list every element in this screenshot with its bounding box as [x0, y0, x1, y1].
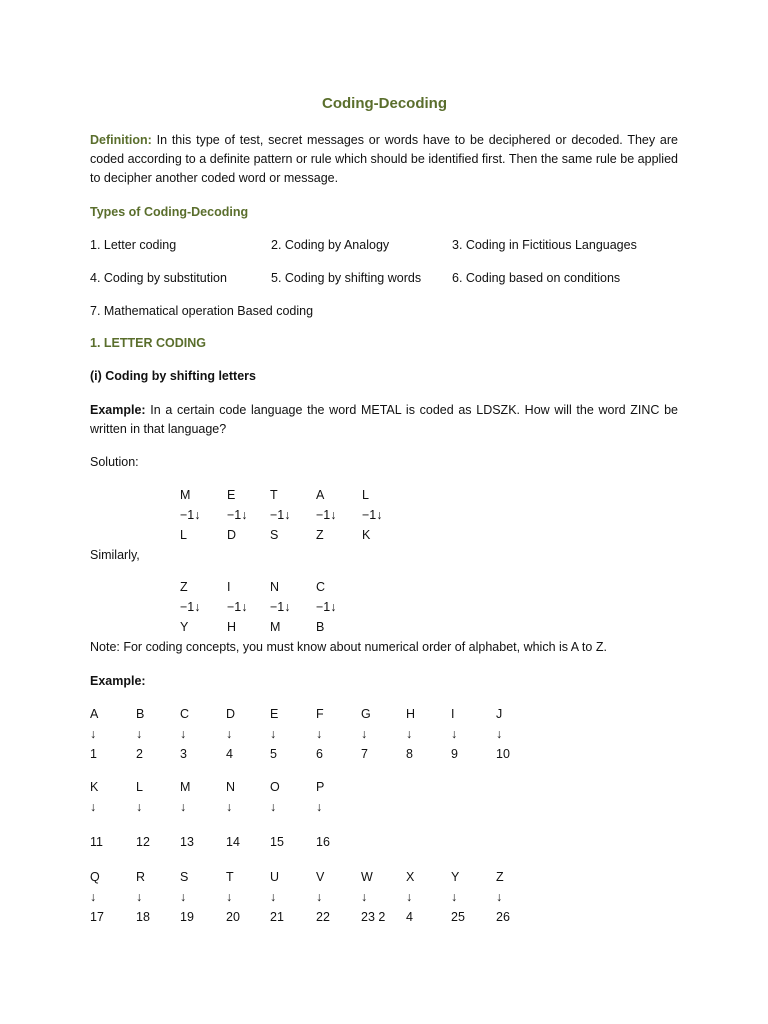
coded-letter: K	[362, 528, 371, 542]
type-item: 3. Coding in Fictitious Languages	[452, 238, 637, 252]
section-heading: 1. LETTER CODING	[90, 336, 206, 350]
down-arrow-icon: ↓	[270, 890, 277, 904]
alphabet-number: 6	[316, 747, 323, 761]
down-arrow-icon: ↓	[180, 727, 187, 741]
alphabet-letter: V	[316, 870, 325, 884]
alphabet-number: 21	[270, 910, 284, 924]
down-arrow-icon: ↓	[226, 727, 233, 741]
similarly-label: Similarly,	[90, 548, 140, 562]
alphabet-letter: T	[226, 870, 234, 884]
alphabet-number: 26	[496, 910, 510, 924]
alphabet-number: 11	[90, 835, 103, 849]
alphabet-number: 15	[270, 835, 284, 849]
alphabet-number: 22	[316, 910, 330, 924]
example-text: In a certain code language the word METAL is coded as LDSZK. How will the word ZINC be written in that language?	[90, 403, 678, 436]
shift-label: −1↓	[316, 508, 337, 522]
shift-label: −1↓	[316, 600, 337, 614]
type-item: 1. Letter coding	[90, 238, 177, 252]
plain-letter: M	[180, 488, 191, 502]
alphabet-number: 14	[226, 835, 240, 849]
down-arrow-icon: ↓	[136, 800, 143, 814]
down-arrow-icon: ↓	[226, 890, 233, 904]
page-title: Coding-Decoding	[322, 95, 447, 112]
alphabet-letter: R	[136, 870, 146, 884]
type-item: 7. Mathematical operation Based coding	[90, 304, 314, 318]
down-arrow-icon: ↓	[136, 890, 143, 904]
alphabet-number: 2	[136, 747, 143, 761]
alphabet-letter: G	[361, 707, 371, 721]
type-item: 5. Coding by shifting words	[271, 271, 422, 285]
alphabet-number: 16	[316, 835, 330, 849]
down-arrow-icon: ↓	[451, 890, 458, 904]
alphabet-number: 4	[406, 910, 413, 924]
down-arrow-icon: ↓	[406, 727, 413, 741]
alphabet-number: 25	[451, 910, 465, 924]
alphabet-number: 10	[496, 747, 510, 761]
alphabet-number: 17	[90, 910, 104, 924]
alphabet-number: 7	[361, 747, 368, 761]
alphabet-number: 8	[406, 747, 413, 761]
alphabet-letter: F	[316, 707, 324, 721]
coded-letter: Z	[316, 528, 324, 542]
shift-label: −1↓	[270, 508, 291, 522]
alphabet-letter: C	[180, 707, 190, 721]
alphabet-number: 23 2	[361, 910, 386, 924]
types-heading: Types of Coding-Decoding	[90, 205, 249, 219]
coded-letter: D	[227, 528, 237, 542]
down-arrow-icon: ↓	[136, 727, 143, 741]
alphabet-letter: M	[180, 780, 191, 794]
alphabet-number: 20	[226, 910, 240, 924]
plain-letter: L	[362, 488, 369, 502]
definition-text: In this type of test, secret messages or words have to be deciphered or decoded. They are coded according to a definite pattern or rule which should be identified first. Then the same rule be applied to decipher another coded word or message.	[90, 133, 678, 185]
plain-letter: I	[227, 580, 231, 594]
shift-label: −1↓	[227, 600, 248, 614]
down-arrow-icon: ↓	[90, 727, 97, 741]
alphabet-number: 12	[136, 835, 150, 849]
down-arrow-icon: ↓	[496, 890, 503, 904]
alphabet-letter: D	[226, 707, 236, 721]
down-arrow-icon: ↓	[316, 727, 323, 741]
down-arrow-icon: ↓	[270, 800, 277, 814]
coded-letter: M	[270, 620, 281, 634]
coded-letter: S	[270, 528, 279, 542]
alphabet-letter: U	[270, 870, 280, 884]
alphabet-number: 9	[451, 747, 458, 761]
down-arrow-icon: ↓	[451, 727, 458, 741]
coded-letter: Y	[180, 620, 189, 634]
down-arrow-icon: ↓	[226, 800, 233, 814]
plain-letter: T	[270, 488, 278, 502]
type-item: 2. Coding by Analogy	[271, 238, 390, 252]
definition-label: Definition:	[90, 133, 152, 147]
down-arrow-icon: ↓	[496, 727, 503, 741]
plain-letter: E	[227, 488, 236, 502]
alphabet-number: 13	[180, 835, 194, 849]
alphabet-number: 3	[180, 747, 187, 761]
note-text: Note: For coding concepts, you must know about numerical order of alphabet, which is A to Z.	[90, 640, 607, 654]
down-arrow-icon: ↓	[361, 727, 368, 741]
alphabet-letter: B	[136, 707, 145, 721]
shift-label: −1↓	[180, 600, 201, 614]
plain-letter: C	[316, 580, 326, 594]
alphabet-letter: X	[406, 870, 415, 884]
plain-letter: A	[316, 488, 325, 502]
example-paragraph	[90, 401, 678, 439]
down-arrow-icon: ↓	[90, 890, 97, 904]
down-arrow-icon: ↓	[180, 800, 187, 814]
alphabet-number: 4	[226, 747, 233, 761]
down-arrow-icon: ↓	[180, 890, 187, 904]
alphabet-letter: Q	[90, 870, 100, 884]
shift-label: −1↓	[362, 508, 383, 522]
coded-letter: H	[227, 620, 237, 634]
definition-paragraph	[90, 131, 678, 188]
alphabet-letter: E	[270, 707, 279, 721]
down-arrow-icon: ↓	[316, 800, 323, 814]
alphabet-letter: J	[496, 707, 503, 721]
alphabet-letter: S	[180, 870, 189, 884]
down-arrow-icon: ↓	[270, 727, 277, 741]
shift-label: −1↓	[270, 600, 291, 614]
alphabet-letter: W	[361, 870, 373, 884]
coded-letter: L	[180, 528, 187, 542]
type-item: 6. Coding based on conditions	[452, 271, 621, 285]
alphabet-number: 5	[270, 747, 277, 761]
down-arrow-icon: ↓	[406, 890, 413, 904]
down-arrow-icon: ↓	[316, 890, 323, 904]
alphabet-letter: K	[90, 780, 99, 794]
alphabet-letter: Z	[496, 870, 504, 884]
type-item: 4. Coding by substitution	[90, 271, 227, 285]
alphabet-letter: N	[226, 780, 236, 794]
alphabet-letter: I	[451, 707, 455, 721]
alphabet-letter: Y	[451, 870, 460, 884]
plain-letter: Z	[180, 580, 188, 594]
alphabet-number: 18	[136, 910, 150, 924]
example-label: Example:	[90, 403, 146, 417]
alphabet-letter: O	[270, 780, 280, 794]
shift-label: −1↓	[227, 508, 248, 522]
down-arrow-icon: ↓	[361, 890, 368, 904]
example2-label: Example:	[90, 674, 146, 688]
down-arrow-icon: ↓	[90, 800, 97, 814]
alphabet-number: 19	[180, 910, 194, 924]
alphabet-letter: A	[90, 707, 99, 721]
subsection-heading: (i) Coding by shifting letters	[90, 369, 256, 383]
plain-letter: N	[270, 580, 280, 594]
solution-label: Solution:	[90, 455, 139, 469]
coded-letter: B	[316, 620, 325, 634]
alphabet-letter: P	[316, 780, 325, 794]
alphabet-letter: H	[406, 707, 416, 721]
alphabet-number: 1	[90, 747, 97, 761]
shift-label: −1↓	[180, 508, 201, 522]
alphabet-letter: L	[136, 780, 143, 794]
